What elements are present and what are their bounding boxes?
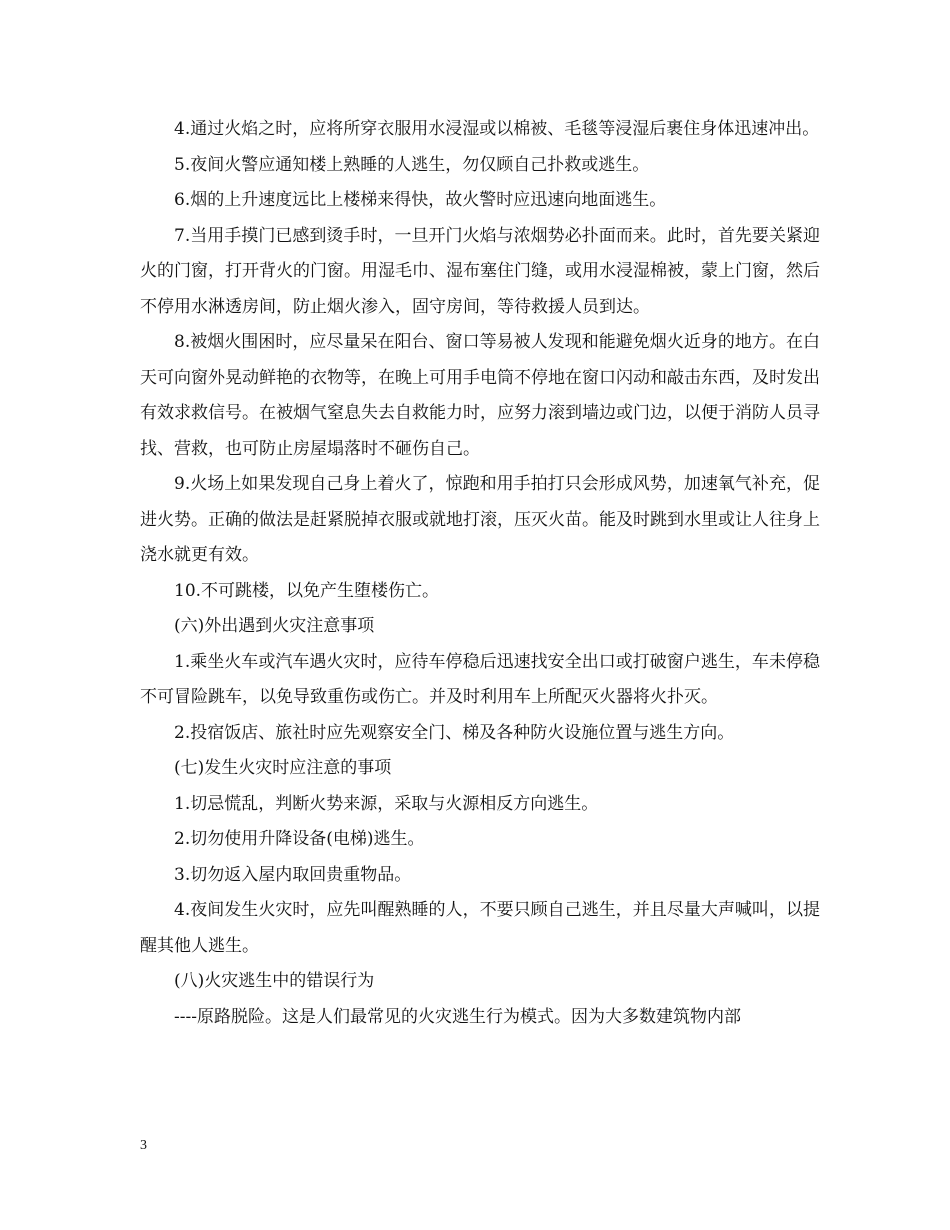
paragraph: 3.切勿返入屋内取回贵重物品。 xyxy=(174,864,412,885)
paragraph: 6.烟的上升速度远比上楼梯来得快，故火警时应迅速向地面逃生。 xyxy=(174,190,667,210)
paragraph: 2.投宿饭店、旅社时应先观察安全门、梯及各种防火设施位置与逃生方向。 xyxy=(174,722,735,743)
section-heading: (八)火灾逃生中的错误行为 xyxy=(174,971,375,991)
paragraph: 4.夜间发生火灾时，应先叫醒熟睡的人，不要只顾自己逃生，并且尽量大声喊叫，以提醒其他人逃生。 xyxy=(140,900,820,956)
section-heading: (六)外出遇到火灾注意事项 xyxy=(174,616,375,636)
paragraph: 4.通过火焰之时，应将所穿衣服用水浸湿或以棉被、毛毯等浸湿后裹住身体迅速冲出。 xyxy=(174,119,820,139)
paragraph: 2.切勿使用升降设备(电梯)逃生。 xyxy=(174,829,425,849)
paragraph: 9.火场上如果发现自己身上着火了，惊跑和用手拍打只会形成风势，加速氧气补充，促进火势。正确的做法是赶紧脱掉衣服或就地打滚，压灭火苗。能及时跳到水里或让人往身上浇水就更有效。 xyxy=(140,474,820,565)
paragraph: 7.当用手摸门已感到烫手时，一旦开门火焰与浓烟势必扑面而来。此时，首先要关紧迎火的门窗，打开背火的门窗。用湿毛巾、湿布塞住门缝，或用水浸湿棉被，蒙上门窗，然后不停用水淋透房间，防止烟火渗入，固守房间，等待救援人员到达。 xyxy=(140,225,820,317)
section-heading: (七)发生火灾时应注意的事项 xyxy=(174,758,392,778)
paragraph: 1.切忌慌乱，判断火势来源，采取与火源相反方向逃生。 xyxy=(174,793,599,814)
paragraph: 10.不可跳楼，以免产生堕楼伤亡。 xyxy=(174,580,440,601)
paragraph: ----原路脱险。这是人们最常见的火灾逃生行为模式。因为大多数建筑物内部 xyxy=(174,1006,741,1027)
paragraph: 8.被烟火围困时，应尽量呆在阳台、窗口等易被人发现和能避免烟火近身的地方。在白天可向窗外晃动鲜艳的衣物等，在晚上可用手电筒不停地在窗口闪动和敲击东西，及时发出有效求救信号。在被烟气窒息失去自救能力时，应努力滚到墙边或门边，以便于消防人员寻找、营救，也可防止房屋塌落时不砸伤自己。 xyxy=(140,332,820,459)
paragraph: 5.夜间火警应通知楼上熟睡的人逃生，勿仅顾自己扑救或逃生。 xyxy=(174,154,650,175)
page-number: 3 xyxy=(140,1138,147,1153)
paragraph: 1.乘坐火车或汽车遇火灾时，应待车停稳后迅速找安全出口或打破窗户逃生，车未停稳不可冒险跳车，以免导致重伤或伤亡。并及时利用车上所配灭火器将火扑灭。 xyxy=(140,651,820,707)
document-body xyxy=(140,112,820,1035)
